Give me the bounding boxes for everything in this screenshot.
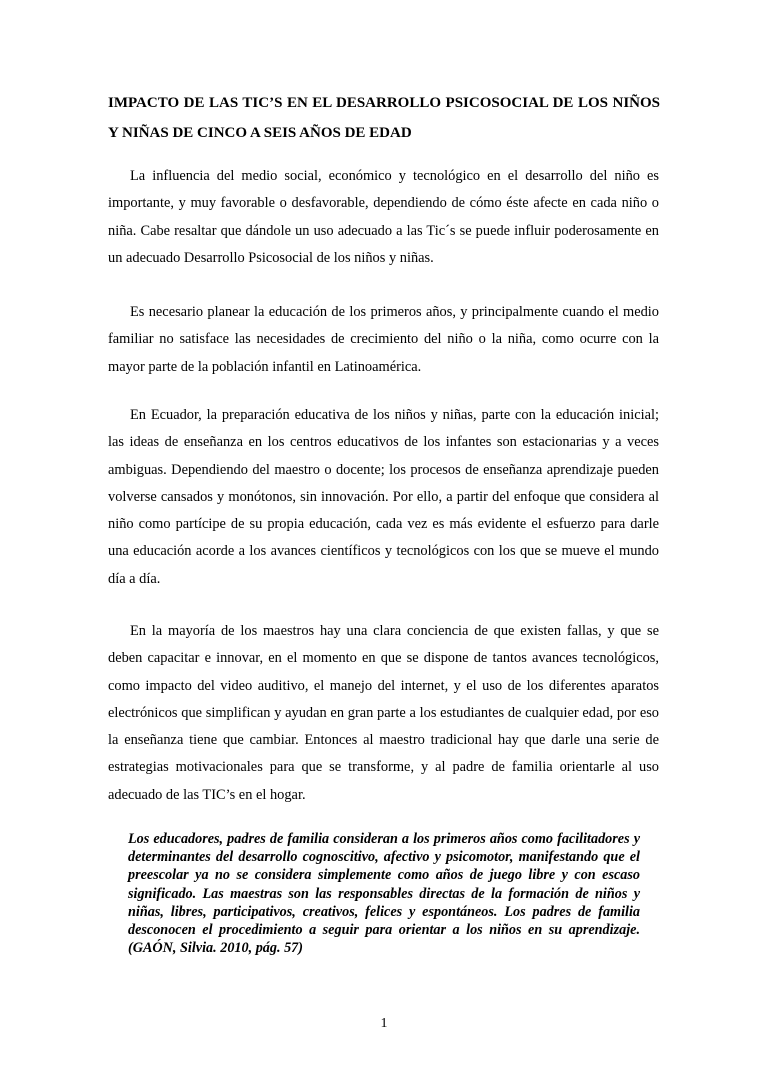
paragraph-3: En Ecuador, la preparación educativa de los niños y niñas, parte con la educación inicial; las ideas de enseñanza en los centros educativos de los infantes son estacionarias y a veces ambiguas. Dependiendo del maestro o docente; los procesos de enseñanza aprendizaje pueden volverse cansados y monótonos, sin innovación. Por ello, a partir del enfoque que considera al niño como partícipe de su propia educación, cada vez es más evidente el esfuerzo para darle una educación acorde a los avances científicos y tecnológicos con los que se mueve el mundo día a día. [108,407,659,587]
block-quote: Los educadores, padres de familia consideran a los primeros años como facilitadores y determinantes del desarrollo cognoscitivo, afectivo y psicomotor, manifestando que el preescolar ya no se considera simplemente como años de juego libre y con escaso significado. Las maestras son las responsables directas de la formación de niños y niñas, libres, participativos, creativos, felices y espontáneos. Los padres de familia desconocen el procedimiento a seguir para orientar a los niños en su aprendizaje. (GAÓN, Silvia. 2010, pág. 57) [128,831,640,957]
paragraph-2: Es necesario planear la educación de los primeros años, y principalmente cuando el medio familiar no satisface las necesidades de crecimiento del niño o la niña, como ocurre con la mayor parte de la población infantil en Latinoamérica. [108,304,659,375]
paragraph-4: En la mayoría de los maestros hay una clara conciencia de que existen fallas, y que se deben capacitar e innovar, en el momento en que se dispone de tantos avances tecnológicos, como impacto del video auditivo, el manejo del internet, y el uso de los diferentes aparatos electrónicos que simplifican y ayudan en gran parte a los estudiantes de cualquier edad, por eso la enseñanza tiene que cambiar. Entonces al maestro tradicional hay que darle una serie de estrategias motivacionales para que se transforme, y al padre de familia orientarle al uso adecuado de las TIC’s en el hogar. [108,623,659,803]
document-title: IMPACTO DE LAS TIC’S EN EL DESARROLLO PSICOSOCIAL DE LOS NIÑOS Y NIÑAS DE CINCO A SEIS AÑOS DE EDAD [108,95,660,141]
page-number: 1 [380,1016,388,1031]
paragraph-1: La influencia del medio social, económico y tecnológico en el desarrollo del niño es importante, y muy favorable o desfavorable, dependiendo de cómo éste afecte en cada niño o niña. Cabe resaltar que dándole un uso adecuado a las Tic´s se puede influir poderosamente en un adecuado Desarrollo Psicosocial de los niños y niñas. [108,168,659,266]
